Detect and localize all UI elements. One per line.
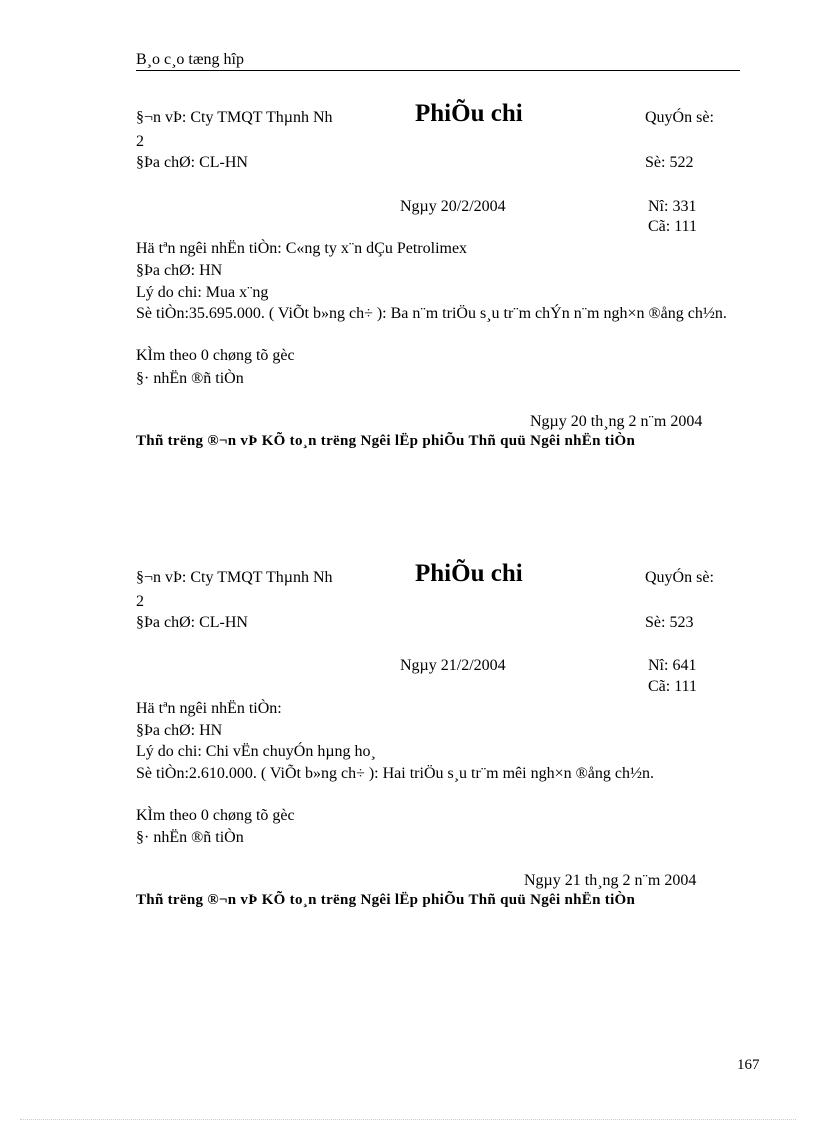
credit-account: Cã: 111: [648, 678, 698, 695]
book-number: QuyÓn sè:: [645, 109, 714, 126]
unit-name-continued: 2: [136, 133, 144, 150]
amount-text: Sè tiÒn:35.695.000. ( ViÕt b»ng ch÷ ): Ba n¨m triÖu s¸u tr¨m chÝn n¨m ngh×n ®ång ch½n.: [136, 305, 727, 322]
received-note: §· nhËn ®ñ tiÒn: [136, 370, 244, 387]
recipient-address: §Þa chØ: HN: [136, 722, 223, 739]
sign-date: Ngµy 21 th¸ng 2 n¨m 2004: [524, 872, 697, 889]
voucher-date: Ngµy 21/2/2004: [400, 657, 506, 674]
recipient-name: Hä tªn ngêi nhËn tiÒn: C«ng ty x¨n dÇu Petrolimex: [136, 240, 468, 257]
unit-address: §Þa chØ: CL-HN: [136, 154, 248, 171]
received-note: §· nhËn ®ñ tiÒn: [136, 829, 244, 846]
credit-account: Cã: 111: [648, 218, 698, 235]
unit-name: §¬n vÞ: Cty TMQT Thµnh Nh: [136, 569, 333, 586]
signature-titles: Thñ trëng ®¬n vÞ KÕ to¸n trëng Ngêi lËp phiÕu Thñ quü Ngêi nhËn tiÒn: [136, 433, 636, 449]
recipient-address: §Þa chØ: HN: [136, 262, 223, 279]
book-number: QuyÓn sè:: [645, 569, 714, 586]
unit-address: §Þa chØ: CL-HN: [136, 614, 248, 631]
report-header: B¸o c¸o tæng hîp: [136, 51, 244, 68]
page-number: 167: [737, 1057, 760, 1073]
voucher-date: Ngµy 20/2/2004: [400, 198, 506, 215]
attachments: KÌm theo 0 chøng tõ gèc: [136, 807, 295, 824]
voucher-title: PhiÕu chi: [415, 100, 523, 127]
recipient-name: Hä tªn ngêi nhËn tiÒn:: [136, 700, 282, 717]
unit-name: §¬n vÞ: Cty TMQT Thµnh Nh: [136, 109, 333, 126]
signature-titles: Thñ trëng ®¬n vÞ KÕ to¸n trëng Ngêi lËp phiÕu Thñ quü Ngêi nhËn tiÒn: [136, 892, 636, 908]
unit-name-continued: 2: [136, 593, 144, 610]
debit-account: Nî: 641: [648, 657, 697, 674]
page-bottom-border: [20, 1119, 796, 1120]
payment-reason: Lý do chi: Mua x¨ng: [136, 284, 269, 301]
debit-account: Nî: 331: [648, 198, 697, 215]
voucher-number: Sè: 522: [645, 154, 694, 171]
header-divider: [136, 70, 740, 71]
amount-text: Sè tiÒn:2.610.000. ( ViÕt b»ng ch÷ ): Hai triÖu s¸u tr¨m mêi ngh×n ®ång ch½n.: [136, 765, 654, 782]
attachments: KÌm theo 0 chøng tõ gèc: [136, 347, 295, 364]
voucher-title: PhiÕu chi: [415, 560, 523, 587]
payment-reason: Lý do chi: Chi vËn chuyÓn hµng ho¸: [136, 743, 376, 760]
sign-date: Ngµy 20 th¸ng 2 n¨m 2004: [530, 413, 703, 430]
voucher-number: Sè: 523: [645, 614, 694, 631]
